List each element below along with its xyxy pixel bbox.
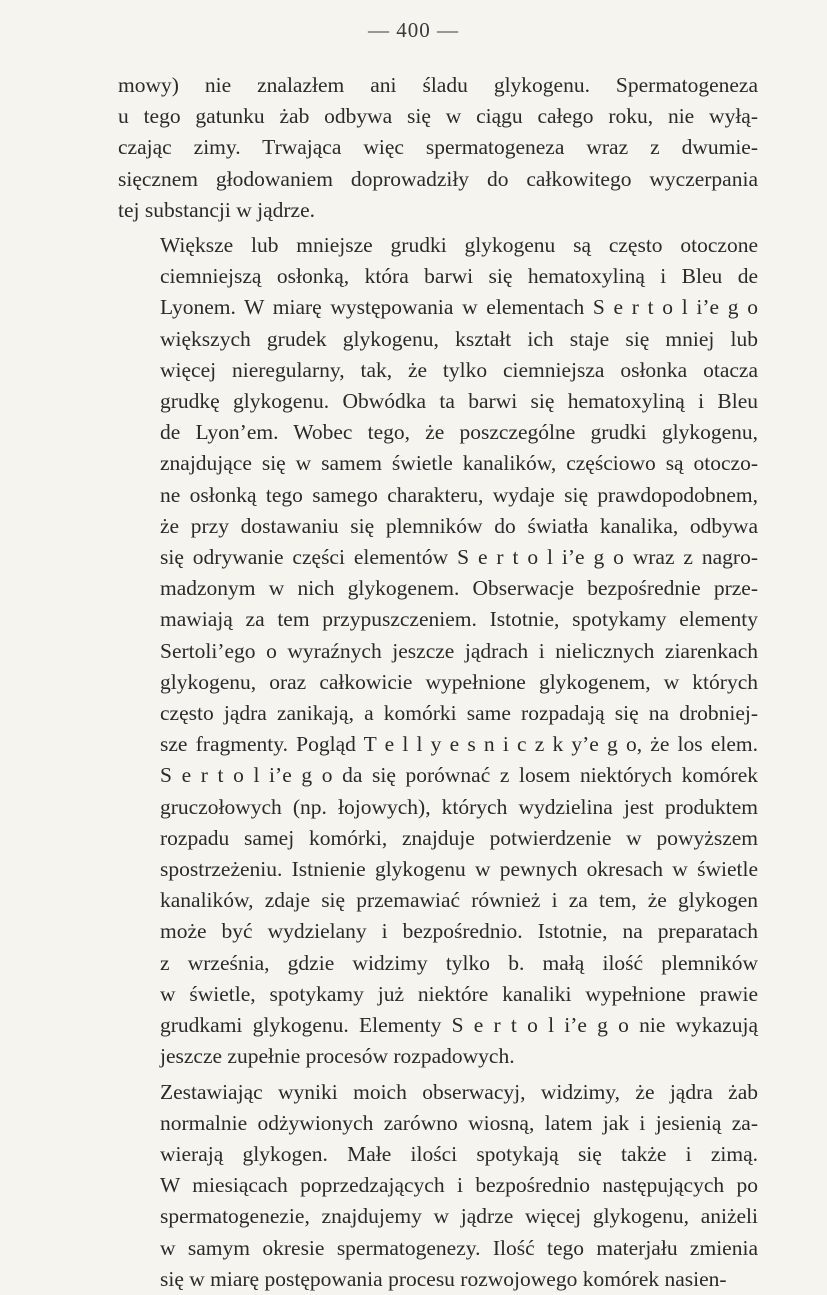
text-line: Zestawiając wyniki moich obserwacyj, widzimy, że jądra żab (160, 1079, 758, 1104)
text-line: tej substancji w jądrze. (118, 197, 316, 222)
page-number: — 400 — (368, 18, 459, 42)
text-line: de Lyon’em. Wobec tego, że poszczególne grudki glykogenu, (160, 420, 758, 445)
text-line: jeszcze zupełnie procesów rozpadowych. (160, 1044, 515, 1069)
text-line: normalnie odżywionych zarówno wiosną, latem jak i jesienią za- (160, 1110, 758, 1135)
text-line: sze fragmenty. Pogląd T e l l y e s n i c z k y’e g o, że los elem. (160, 732, 758, 757)
text-line: Lyonem. W miarę występowania w elementach S e r t o l i’e g o (160, 295, 758, 320)
text-line: sięcznem głodowaniem doprowadziły do całkowitego wyczerpania (118, 166, 758, 191)
text-line: gruczołowych (np. łojowych), których wydzielina jest produktem (160, 794, 758, 819)
text-line: spermatogenezie, znajdujemy w jądrze więcej glykogenu, aniżeli (160, 1204, 758, 1229)
text-line: mowy) nie znalazłem ani śladu glykogenu. Spermatogeneza (118, 73, 758, 97)
text-line: że przy dostawaniu się plemników do światła kanalika, odbywa (160, 513, 758, 538)
text-line: u tego gatunku żab odbywa się w ciągu całego roku, nie wyłą- (118, 104, 758, 129)
text-line: czając zimy. Trwająca więc spermatogeneza wraz z dwumie- (118, 135, 758, 160)
text-line: grudkami glykogenu. Elementy S e r t o l i’e g o nie wykazują (160, 1013, 758, 1038)
text-line: ne osłonką tego samego charakteru, wydaje się prawdopodobnem, (160, 482, 758, 507)
text-line: spostrzeżeniu. Istnienie glykogenu w pewnych okresach w świetle (160, 857, 758, 882)
text-line: się odrywanie części elementów S e r t o l i’e g o wraz z nagro- (160, 545, 758, 570)
text-line: ciemniejszą osłonką, która barwi się hematoxyliną i Bleu de (160, 264, 758, 289)
text-line: grudkę glykogenu. Obwódka ta barwi się hematoxyliną i Bleu (160, 389, 758, 414)
text-line: z września, gdzie widzimy tylko b. małą ilość plemników (160, 950, 758, 975)
text-line: w świetle, spotykamy już niektóre kanaliki wypełnione prawie (160, 981, 758, 1006)
text-line: większych grudek glykogenu, kształt ich staje się mniej lub (160, 326, 758, 351)
paragraph (118, 1077, 758, 1295)
text-line: rozpadu samej komórki, znajduje potwierdzenie w powyższem (160, 825, 758, 850)
text-line: często jądra zanikają, a komórki same rozpadają się na drobniej- (160, 701, 758, 726)
text-line: znajdujące się w samem świetle kanalików, częściowo są otoczo- (160, 451, 758, 476)
text-line: może być wydzielany i bezpośrednio. Istotnie, na preparatach (160, 919, 758, 944)
text-line: kanalików, zdaje się przemawiać również i za tem, że glykogen (160, 888, 758, 913)
text-line: glykogenu, oraz całkowicie wypełnione glykogenem, w których (160, 669, 758, 694)
paragraph (118, 70, 758, 226)
text-line: madzonym w nich glykogenem. Obserwacje bezpośrednie prze- (160, 576, 758, 601)
text-line: Sertoli’ego o wyraźnych jeszcze jądrach i nielicznych ziarenkach (160, 638, 758, 663)
text-line: w samym okresie spermatogenezy. Ilość tego materjału zmienia (160, 1235, 758, 1260)
text-line: się w miarę postępowania procesu rozwojowego komórek nasien- (160, 1266, 727, 1291)
text-line: S e r t o l i’e g o da się porównać z losem niektórych komórek (160, 763, 758, 788)
text-line: mawiają za tem przypuszczeniem. Istotnie, spotykamy elementy (160, 607, 758, 632)
body-text (118, 70, 758, 1295)
text-line: W miesiącach poprzedzających i bezpośrednio następujących po (160, 1173, 758, 1198)
text-line: wierają glykogen. Małe ilości spotykają się także i zimą. (160, 1141, 758, 1166)
text-line: Większe lub mniejsze grudki glykogenu są często otoczone (160, 233, 758, 258)
text-line: więcej nieregularny, tak, że tylko ciemniejsza osłonka otacza (160, 357, 758, 382)
paragraph (118, 230, 758, 1072)
